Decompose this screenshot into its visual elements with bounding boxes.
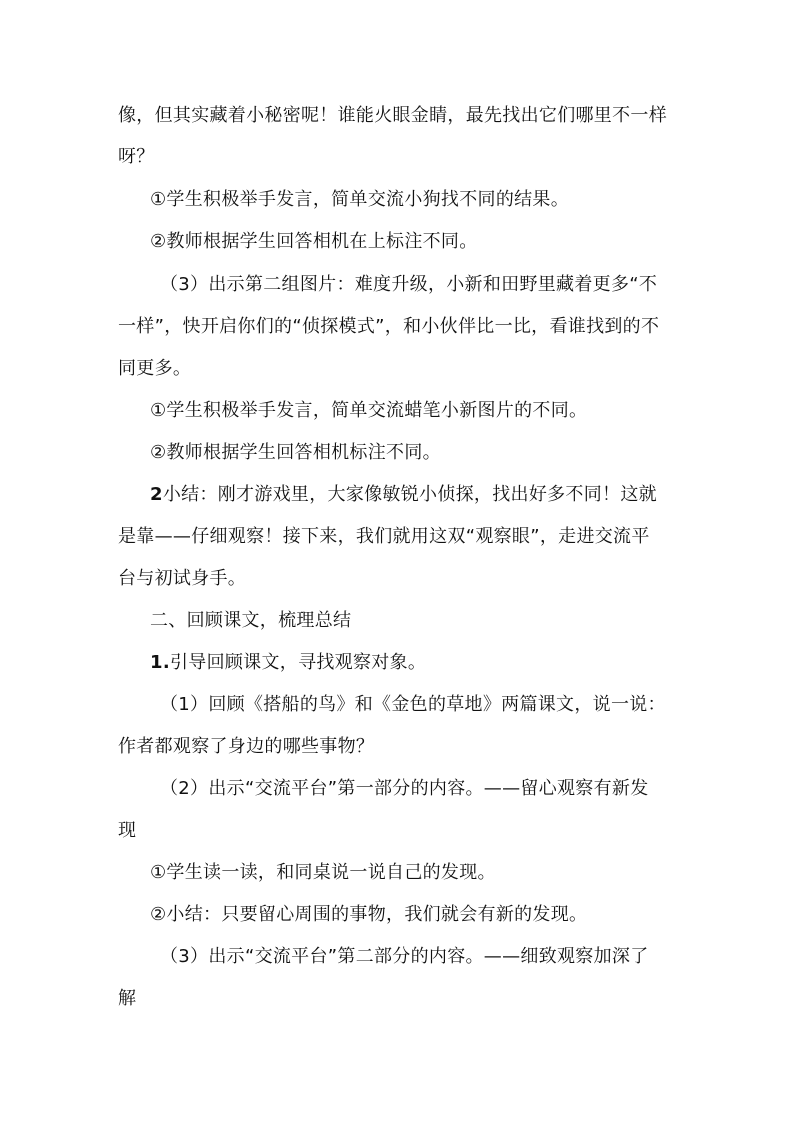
step-text: 引导回顾课文，寻找观察对象。 (169, 652, 427, 673)
list-item: ②教师根据学生回答相机标注不同。 (150, 442, 441, 463)
list-item: ①学生积极举手发言，简单交流小狗找不同的结果。 (150, 189, 570, 210)
paragraph-line: 像，但其实藏着小秘密呢！谁能火眼金睛，最先找出它们哪里不一样 (118, 105, 667, 126)
step-line (150, 651, 426, 675)
summary-text: 小结：刚才游戏里，大家像敏锐小侦探，找出好多不同！这就 (162, 484, 657, 505)
list-item: ①学生积极举手发言，简单交流蜡笔小新图片的不同。 (150, 400, 588, 421)
paragraph-line: 是靠——仔细观察！接下来，我们就用这双“观察眼”，走进交流平 (118, 526, 650, 547)
paragraph-line: （3）出示第二组图片：难度升级，小新和田野里藏着更多“不 (160, 274, 658, 295)
list-item: ①学生读一读，和同桌说一说自己的发现。 (150, 862, 496, 883)
step-number: 1. (150, 652, 170, 673)
paragraph-line: （3）出示“交流平台”第二部分的内容。——细致观察加深了 (160, 946, 649, 967)
paragraph-line: 作者都观察了身边的哪些事物？ (118, 736, 375, 757)
paragraph-line: 同更多。 (118, 358, 192, 379)
list-item: ②小结：只要留心周围的事物，我们就会有新的发现。 (150, 904, 588, 925)
paragraph-line: （1）回顾《搭船的鸟》和《金色的草地》两篇课文，说一说： (160, 694, 666, 715)
paragraph-line: 台与初试身手。 (118, 568, 247, 589)
paragraph-line: 呀？ (118, 146, 155, 167)
paragraph-line: 现 (118, 820, 137, 841)
paragraph-line: 解 (118, 988, 137, 1009)
summary-number: 2 (150, 484, 163, 505)
list-item: ②教师根据学生回答相机在上标注不同。 (150, 231, 478, 252)
section-heading: 二、回顾课文，梳理总结 (150, 610, 352, 631)
summary-line (150, 483, 657, 507)
paragraph-line: （2）出示“交流平台”第一部分的内容。——留心观察有新发 (160, 778, 649, 799)
paragraph-line: 一样”，快开启你们的“侦探模式”，和小伙伴比一比，看谁找到的不 (118, 316, 660, 337)
